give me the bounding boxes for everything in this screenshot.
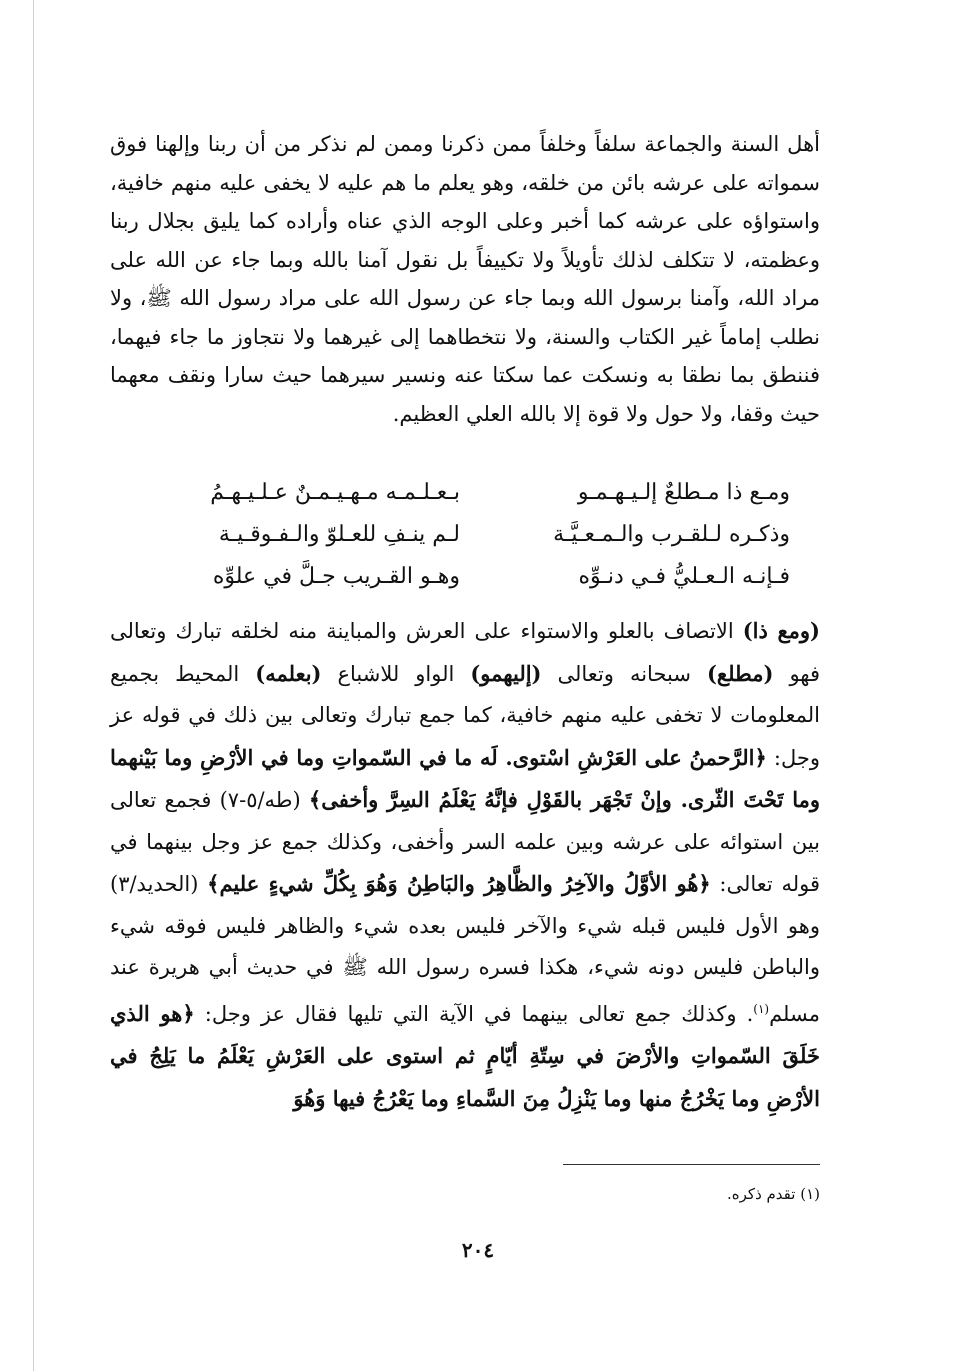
paragraph-intro-text: أهل السنة والجماعة سلفاً وخلفاً ممن ذكرنا وممن لم نذكر من أن ربنا وإلهنا فوق سمواته على عرشه بائن من خلقه، وهو يعلم ما هم عليه لا يخفى عليه منهم خافية، واستواؤه على عرشه كما أخبر وعلى الوجه الذي عناه وأراده كما يليق بجلال ربنا وعظمته، لا تتكلف لذلك تأويلاً ولا تكييفاً بل نقول آمنا بالله وبما جاء عن الله على مراد الله، وآمنا برسول الله وبما جاء عن رسول الله على مراد رسول الله ﷺ، ولا نطلب إماماً غير الكتاب والسنة، ولا نتخطاهما إلى غيرهما ولا نتجاوز ما جاء فيهما، فننطق بما نطقا به ونسكت عما سكتا عنه ونسير سيرهما حيث سارا ونقف معهما حيث وقفا، ولا حول ولا قوة إلا بالله العلي العظيم. <box>110 132 820 426</box>
footnote: (١) تقدم ذكره. <box>727 1185 820 1203</box>
quran-quote: ﴿الرَّحمنُ على العَرْشِ اسْتوى. لَه ما في السّمواتِ وما في الأرْضِ وما بَيْنهما وما تَحْتَ الثّرى. وإنْ تَجْهَر بالقَوْلِ فإنَّهُ يَعْلَمُ السِرَّ وأخفى﴾ <box>110 744 821 812</box>
commentary-text: سبحانه وتعالى <box>541 661 707 686</box>
commentary-text: الواو للاشباع <box>321 661 471 686</box>
commentary-term: (إليهمو) <box>470 660 542 686</box>
commentary-text: المحيط بجميع المعلومات لا تخفى عليه منهم خافية، كما جمع تبارك وتعالى بين ذلك في قوله عز وجل: <box>110 661 820 770</box>
verse-3-second-hemistich: وهـو القـريب جـلَّ في علوِّه <box>212 564 460 589</box>
commentary-text: (الحديد/٣) وهو الأول فليس قبله شيء والآخر فليس بعده شيء والظاهر فليس فوقه شيء والباطن فليس دونه شيء، هكذا فسره رسول الله ﷺ في حديث أبي هريرة عند مسلم <box>110 872 820 1026</box>
binding-margin-line <box>33 0 34 1371</box>
quran-quote: ﴿هُو الأوَّلُ والآخِرُ والظَّاهِرُ والبَاطِنُ وَهُوَ بِكُلِّ شيءٍ عليم﴾ <box>207 871 711 896</box>
poem-verse-2 <box>160 514 790 556</box>
poem-verses <box>160 472 790 598</box>
commentary-text: . وكذلك جمع تعالى بينهما في الآية التي تليها فقال عز وجل: <box>194 1001 754 1026</box>
footnote-reference: (١) <box>753 1001 770 1016</box>
commentary-term: (بعلمه) <box>255 660 322 686</box>
quran-quote: ﴿هو الذي خَلَقَ السّمواتِ والأرْضَ في سِتّةِ أيّامٍ ثم استوى على العَرْشِ يَعْلَمُ ما يَلِجُ في الأرْضِ وما يَخْرُجُ منها وما يَنْزِلُ مِنَ السَّماءِ وما يَعْرُجُ فيها وَهُوَ <box>110 1000 820 1111</box>
commentary-term: (ومع ذا) <box>742 618 820 643</box>
verse-1-second-hemistich: بـعـلـمـه مـهـيـمـنٌ عـلـيـهـمُ <box>210 480 460 505</box>
poem-verse-3 <box>160 556 790 598</box>
commentary-text: الاتصاف بالعلو والاستواء على العرش والمباينة منه لخلقه تبارك وتعالى فهو <box>110 619 821 686</box>
verse-1-first-hemistich: ومـع ذا مـطلعٌ إلـيـهـمـو <box>577 480 790 505</box>
paragraph-intro <box>110 125 820 433</box>
verse-3-first-hemistich: فـإنـه الـعـليُّ فـي دنـوِّه <box>578 564 790 589</box>
paragraph-commentary <box>110 610 820 1120</box>
paragraph-commentary-text <box>110 610 820 1120</box>
poem-verse-1 <box>160 472 790 514</box>
verse-2-first-hemistich: وذكـره لـلقـرب والـمـعـيَّـة <box>553 522 790 547</box>
commentary-text: (طه/٥-٧) فجمع تعالى بين استوائه على عرشه وبين علمه السر وأخفى، وكذلك جمع عز وجل بينهما في قوله تعالى: <box>110 788 821 896</box>
page-number: ٢٠٤ <box>461 1238 495 1262</box>
commentary-term: (مطلع) <box>706 660 774 686</box>
verse-2-second-hemistich: لـم ينـفِ للعـلوّ والـفـوقـيـة <box>218 522 460 547</box>
footnote-separator <box>563 1164 820 1165</box>
